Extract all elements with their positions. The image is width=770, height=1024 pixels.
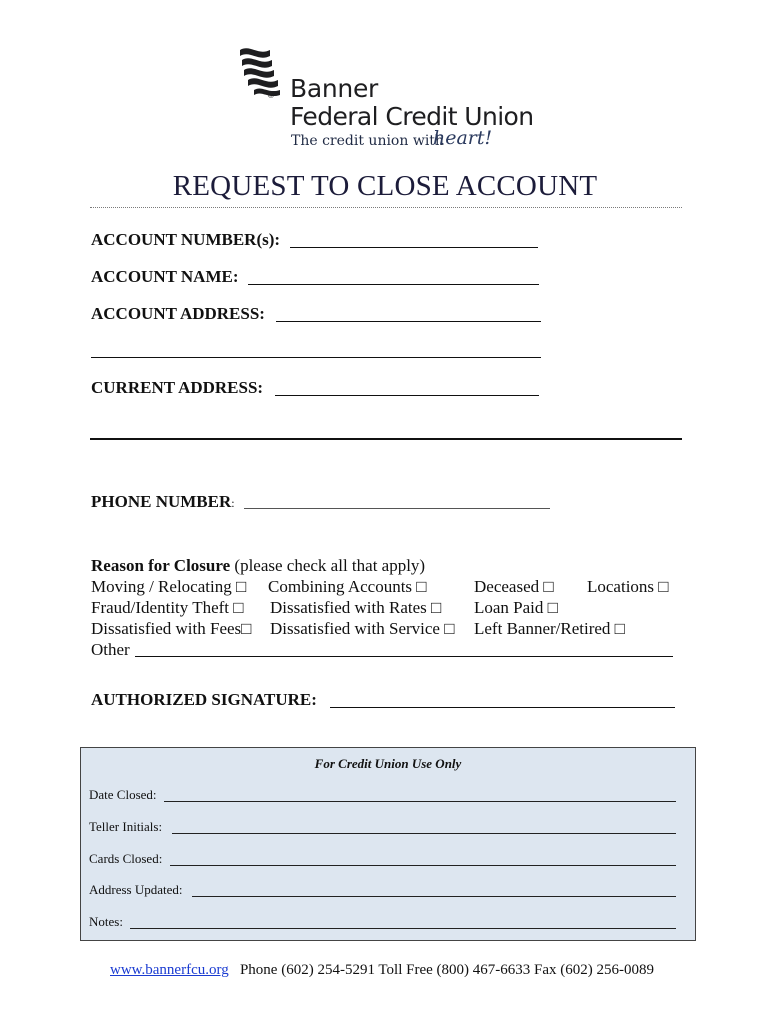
- account-address-line[interactable]: [276, 321, 541, 322]
- account-address-label: ACCOUNT ADDRESS:: [91, 304, 265, 323]
- phone-number-colon: :: [231, 496, 235, 510]
- notes-line[interactable]: [130, 928, 676, 929]
- account-address-line-2[interactable]: [91, 357, 541, 358]
- account-numbers-line[interactable]: [290, 247, 538, 248]
- teller-initials-line[interactable]: [172, 833, 676, 834]
- phone-number-line[interactable]: [244, 508, 550, 509]
- logo-tagline: The credit union with: [291, 133, 444, 149]
- reason-hint: (please check all that apply): [234, 556, 426, 575]
- address-updated-label: Address Updated:: [89, 882, 183, 897]
- account-name-line[interactable]: [248, 284, 539, 285]
- current-address-line[interactable]: [275, 395, 539, 396]
- reason-retired-checkbox[interactable]: Left Banner/Retired □: [474, 619, 625, 638]
- reason-service-checkbox[interactable]: Dissatisfied with Service □: [270, 619, 455, 638]
- phone-number-label: [91, 492, 235, 512]
- reason-locations-checkbox[interactable]: Locations □: [587, 577, 669, 596]
- authorized-signature-line[interactable]: [330, 707, 675, 708]
- website-link[interactable]: www.bannerfcu.org: [110, 962, 229, 978]
- footer: [110, 962, 654, 979]
- notes-label: Notes:: [89, 914, 123, 929]
- account-name-label: ACCOUNT NAME:: [91, 267, 239, 286]
- logo-fcu-text: Federal Credit Union: [290, 102, 534, 131]
- logo-tagline-script: heart!: [433, 127, 493, 149]
- reason-combining-checkbox[interactable]: Combining Accounts □: [268, 577, 427, 596]
- current-address-line-2[interactable]: [90, 438, 682, 440]
- current-address-label: CURRENT ADDRESS:: [91, 378, 264, 397]
- office-use-heading: For Credit Union Use Only: [314, 756, 462, 771]
- reason-rates-checkbox[interactable]: Dissatisfied with Rates □: [270, 598, 442, 617]
- teller-initials-label: Teller Initials:: [89, 819, 163, 834]
- reason-heading-bold: Reason for Closure: [91, 556, 231, 575]
- phone-number-label-text: PHONE NUMBER: [91, 492, 232, 511]
- account-numbers-label: ACCOUNT NUMBER(s):: [91, 230, 281, 249]
- logo-banner-text: Banner: [290, 74, 379, 103]
- reason-deceased-checkbox[interactable]: Deceased □: [474, 577, 554, 596]
- page-title: REQUEST TO CLOSE ACCOUNT: [172, 170, 598, 202]
- reason-other-line[interactable]: [135, 656, 673, 657]
- reason-heading: [91, 556, 425, 576]
- authorized-signature-label: AUTHORIZED SIGNATURE:: [91, 690, 317, 709]
- contact-numbers: Phone (602) 254-5291 Toll Free (800) 467-6633 Fax (602) 256-0089: [239, 962, 655, 978]
- date-closed-line[interactable]: [164, 801, 676, 802]
- date-closed-label: Date Closed:: [89, 787, 157, 802]
- reason-loan-paid-checkbox[interactable]: Loan Paid □: [474, 598, 558, 617]
- reason-fees-checkbox[interactable]: Dissatisfied with Fees□: [91, 619, 252, 638]
- title-divider: [90, 207, 682, 208]
- registered-mark: ®: [268, 91, 274, 100]
- reason-moving-checkbox[interactable]: Moving / Relocating □: [91, 577, 247, 596]
- cards-closed-line[interactable]: [170, 865, 676, 866]
- cards-closed-label: Cards Closed:: [89, 851, 163, 866]
- banner-flag-logo-icon: [236, 44, 286, 104]
- office-use-box: [80, 747, 696, 941]
- reason-fraud-checkbox[interactable]: Fraud/Identity Theft □: [91, 598, 244, 617]
- reason-other-label: Other: [91, 640, 130, 659]
- address-updated-line[interactable]: [192, 896, 676, 897]
